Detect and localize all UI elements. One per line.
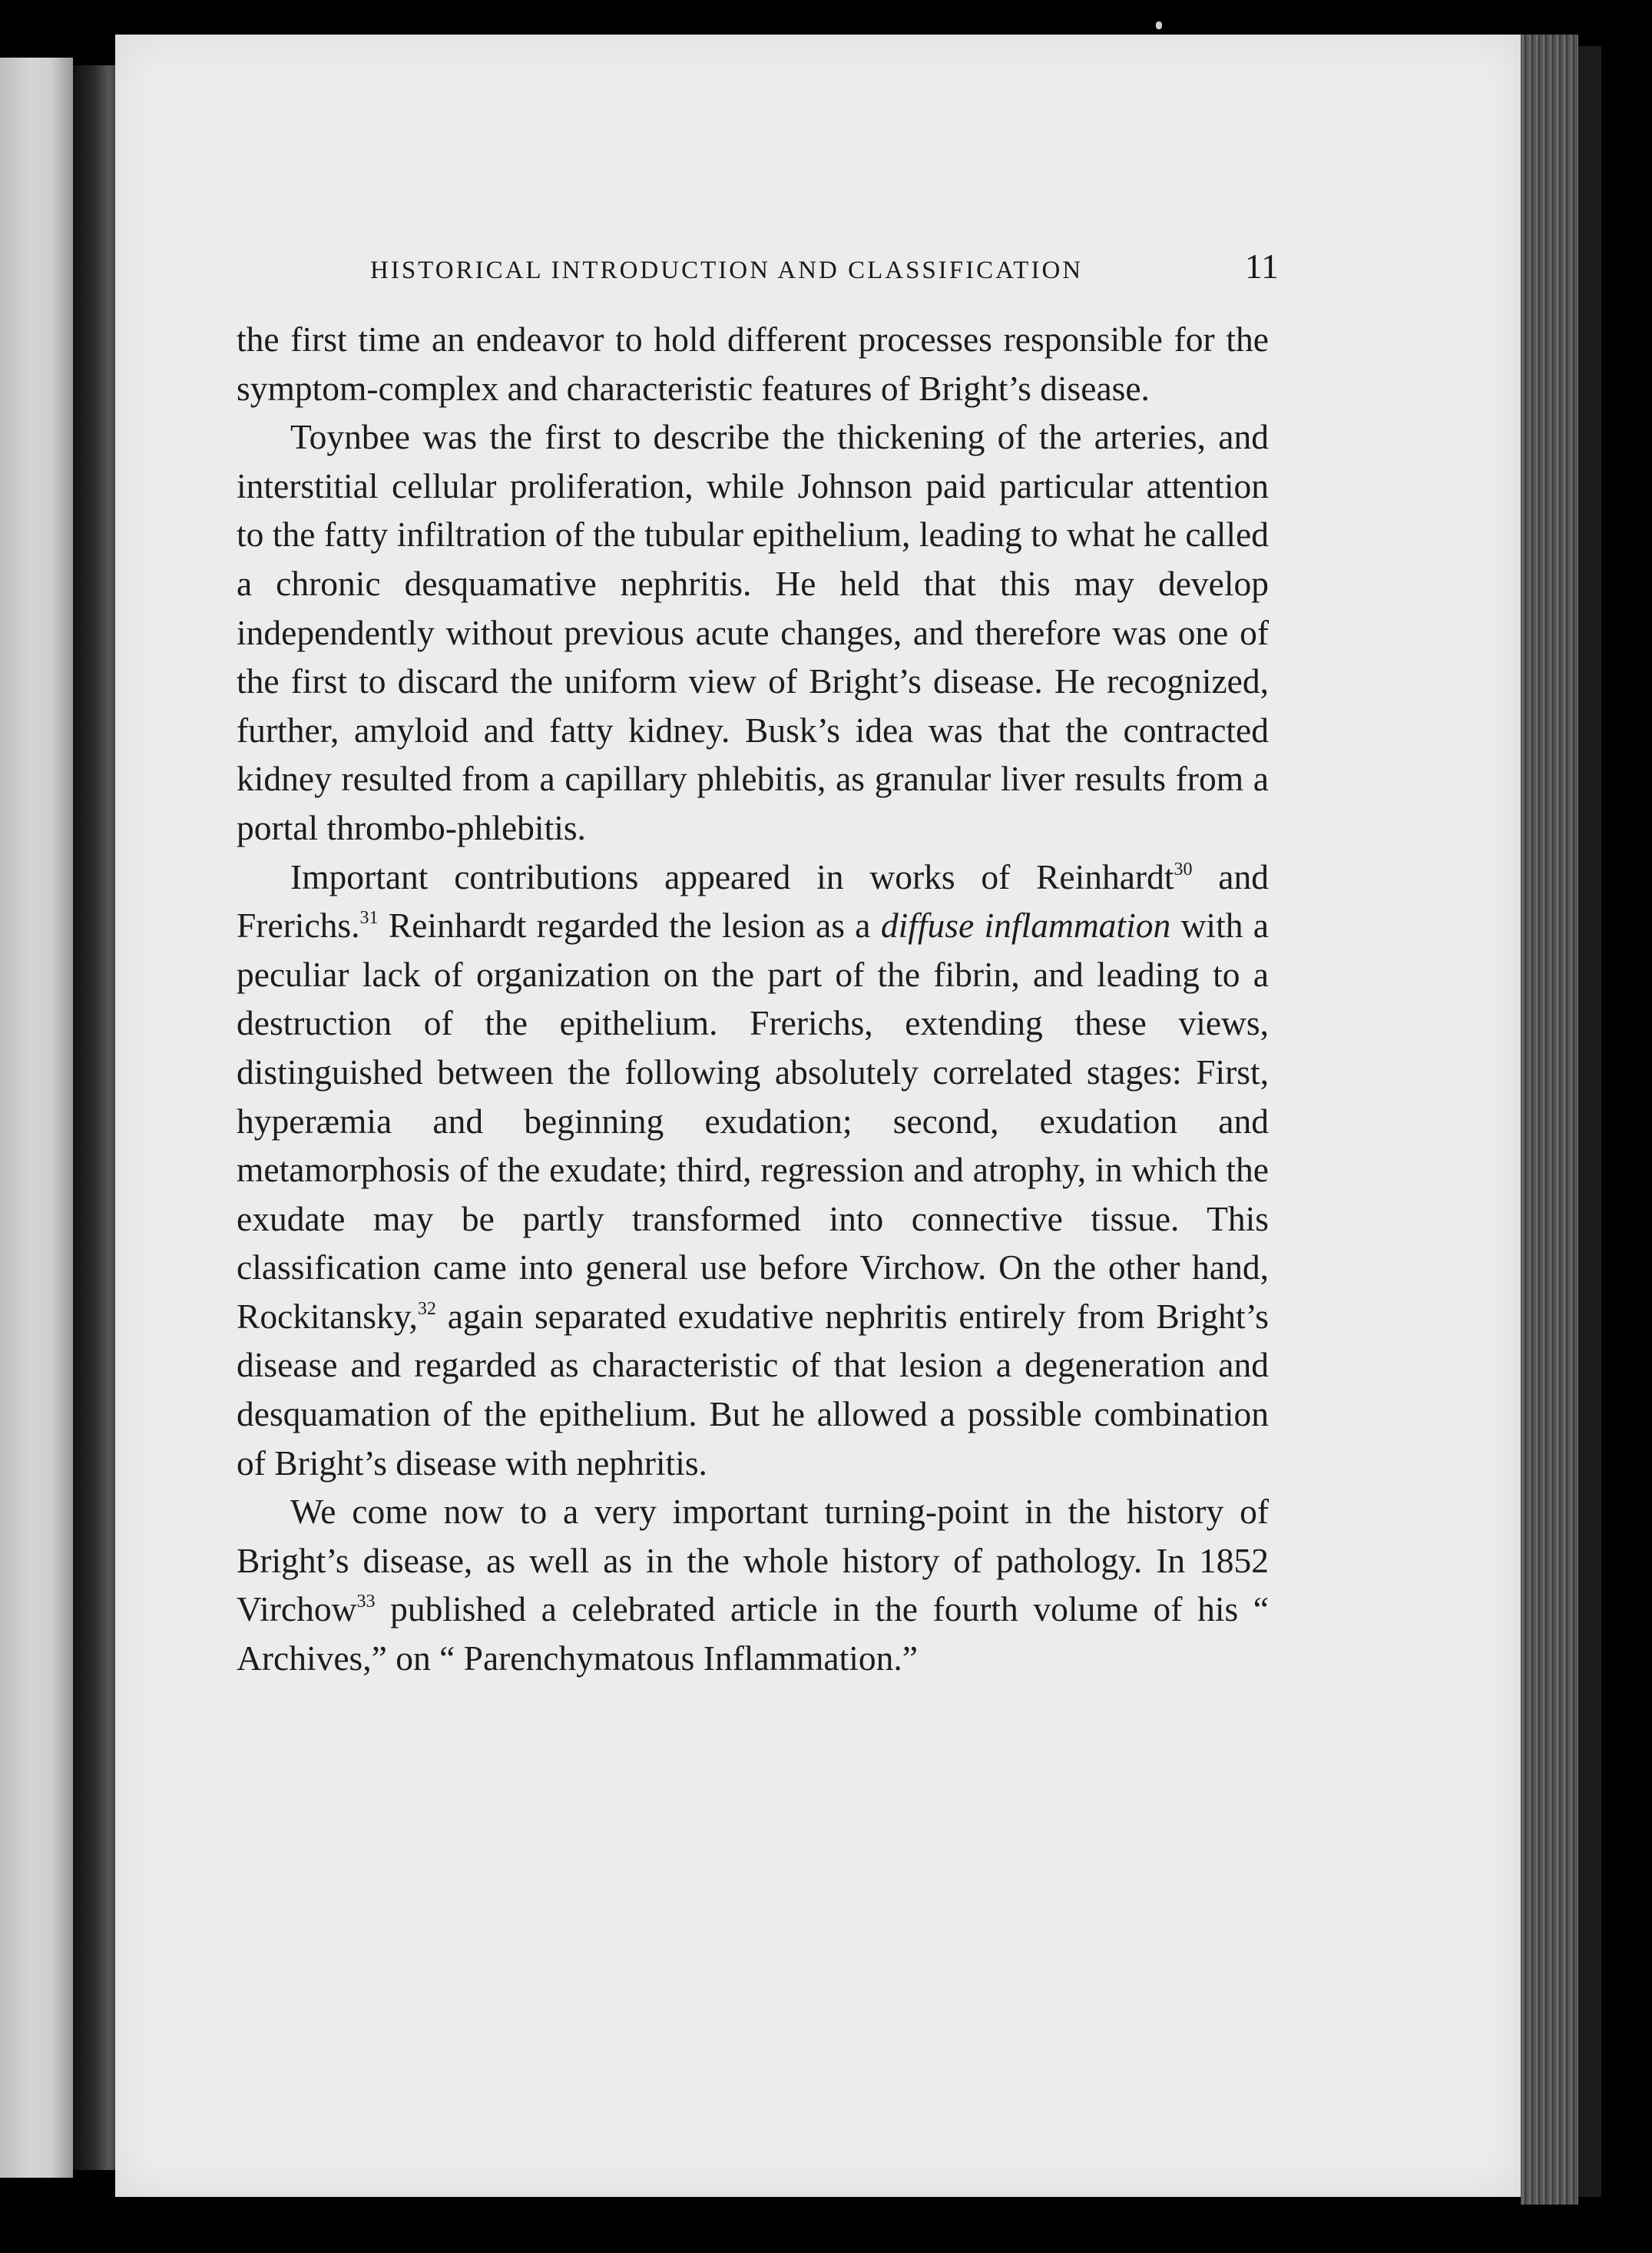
running-head: HISTORICAL INTRODUCTION AND CLASSIFICATION — [370, 257, 1084, 284]
paragraph-toynbee: Toynbee was the first to describe the thickening of the arteries, and interstitial cellular proliferation, while Johnson paid particular attention to the fatty infiltration of the tubular epithelium, leading to what he called a chronic desquamative nephritis. He held that this may develop independently without previous acute changes, and therefore was one of the first to discard the uniform view of Bright’s disease. He recognized, further, amyloid and fatty kidney. Busk’s idea was that the contracted kidney resulted from a capillary phlebitis, as granular liver results from a portal thrombo-phlebitis. — [237, 417, 1269, 847]
text-run: again separated exudative nephritis entirely from Bright’s disease and regarded as characteristic of that lesion a degeneration and desquamation of the epithelium. But he allowed a possible combination of Bright’s disease with nephritis. — [237, 1296, 1269, 1483]
paragraph-continued: the first time an endeavor to hold different processes responsible for the symptom-complex and characteristic features of Bright’s disease. — [237, 320, 1269, 408]
body-text — [237, 315, 1269, 1683]
italic-term: diffuse inflammation — [880, 906, 1171, 946]
text-run: Reinhardt regarded the lesion as a — [378, 906, 881, 946]
text-run: with a peculiar lack of organization on the part of the fibrin, and leading to a destruction of the epithelium. Frerichs, extending these views, distinguished between the following absolutely correlated stages: First, hyperæmia and beginning exudation; second, exudation and metamorphosis of the exudate; third, regression and atrophy, in which the exudate may be partly transformed into connective tissue. This classification came into general use before Virchow. On the other hand, Rockitansky, — [237, 906, 1270, 1336]
book-cover-edge — [1578, 46, 1601, 2197]
text-run: and Frerichs. — [237, 856, 1269, 946]
footnote-ref: 32 — [417, 1298, 436, 1319]
paragraph-contributions — [237, 853, 1269, 1488]
facing-page-edge — [0, 58, 73, 2178]
text-run: We come now to a very important turning-point in the history of Bright’s disease, as well as in the whole history of pathology. In 1852 Virchow — [237, 1492, 1269, 1629]
dust-speck — [1156, 22, 1162, 29]
page-stack-edge — [1521, 35, 1578, 2205]
footnote-ref: 30 — [1174, 859, 1193, 880]
page-number: 11 — [1244, 247, 1279, 286]
footnote-ref: 31 — [359, 908, 379, 929]
paragraph-virchow — [237, 1487, 1269, 1682]
text-run: Important contributions appeared in works of Reinhardt — [290, 856, 1174, 896]
footnote-ref: 33 — [356, 1592, 376, 1612]
text-run: published a celebrated article in the fourth volume of his “ Archives,” on “ Parenchymatous Inflammation.” — [237, 1589, 1269, 1678]
